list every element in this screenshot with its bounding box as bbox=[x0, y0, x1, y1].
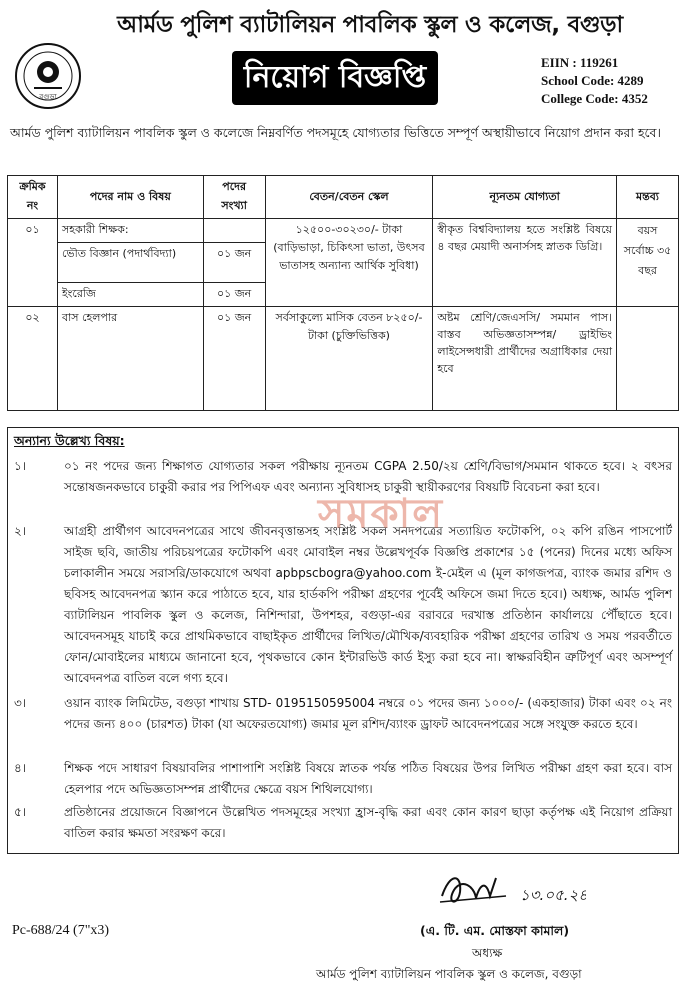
signature-mark bbox=[436, 866, 586, 916]
note-text: ০১ নং পদের জন্য শিক্ষাগত যোগ্যতার সকল পরীক্ষায় ন্যূনতম CGPA 2.50/২য় শ্রেণি/বিভাগ/সমমান থাকতে হবে। ২ বৎসর সন্তোষজনকভাবে চাকুরী করার পর পিপিএফ এবং অন্যান্য সুবিধাসহ চাকুরী স্থায়ীকরণের বিষয়টি বিবেচনা করা হবে। bbox=[64, 459, 672, 494]
col-header-remarks: মন্তব্য bbox=[617, 176, 679, 219]
signature-date: ১৩.০৫.২৪ bbox=[520, 886, 586, 904]
note-number: ৫। bbox=[14, 805, 27, 819]
note-item bbox=[12, 693, 672, 735]
note-number: ৩। bbox=[14, 696, 27, 710]
col-header-salary: বেতন/বেতন স্কেল bbox=[265, 176, 433, 219]
post-name-cell: বাস হেলপার bbox=[57, 307, 203, 411]
college-code: College Code: 4352 bbox=[541, 91, 648, 106]
vacancy-table bbox=[7, 175, 679, 411]
note-number: ৪। bbox=[14, 761, 27, 775]
post-group-cell: সহকারী শিক্ষক: bbox=[57, 219, 203, 243]
serial-cell: ০১ bbox=[8, 219, 58, 307]
table-row bbox=[8, 219, 679, 243]
seal-label: বগুড়া bbox=[39, 93, 57, 101]
institution-codes bbox=[541, 54, 648, 108]
signatory-title: অধ্যক্ষ bbox=[472, 946, 503, 960]
remarks-cell bbox=[617, 307, 679, 411]
institution-name: আর্মড পুলিশ ব্যাটালিয়ন পাবলিক স্কুল ও কলেজ, বগুড়া bbox=[117, 12, 623, 38]
post-name-cell: ভৌত বিজ্ঞান (পদার্থবিদ্যা) bbox=[57, 243, 203, 283]
note-number: ১। bbox=[14, 459, 27, 473]
count-cell: ০১ জন bbox=[203, 243, 265, 283]
newspaper-watermark: সমকাল bbox=[318, 491, 445, 537]
salary-cell: ১২৫০০-৩০২৩০/- টাকা (বাড়িভাড়া, চিকিৎসা ভাতা, উৎসব ভাতাসহ অন্যান্য আর্থিক সুবিধা) bbox=[265, 219, 433, 307]
qualification-cell: অষ্টম শ্রেণি/জেএসসি/ সমমান পাস। বাস্তব অভিজ্ঞতাসম্পন্ন/ ড্রাইভিং লাইসেন্সধারী প্রার্থীদের অগ্রাধিকার দেয়া হবে bbox=[433, 307, 617, 411]
institution-seal-icon bbox=[14, 42, 82, 110]
qualification-cell: স্বীকৃত বিশ্ববিদ্যালয় হতে সংশ্লিষ্ট বিষয়ে ৪ বছর মেয়াদী অনার্সসহ স্নাতক ডিগ্রি। bbox=[433, 219, 617, 307]
remarks-cell: বয়স সর্বোচ্চ ৩৫ বছর bbox=[617, 219, 679, 307]
school-code: School Code: 4289 bbox=[541, 73, 644, 88]
note-text: আগ্রহী প্রার্থীগণ আবেদনপত্রের সাথে জীবনবৃত্তান্তসহ সংশ্লিষ্ট সকল সনদপত্রের সত্যায়িত ফটোকপি, ০২ কপি রঙিন পাসপোর্ট সাইজ ছবি, জাতীয় পরিচয়পত্রের ফটোকপি এবং মোবাইল নম্বর উল্লেখপূর্বক বিজ্ঞপ্তি প্রকাশের ১৫ (পনের) দিনের মধ্যে অফিস চলাকালীন সময়ে সরাসরি/ডাকযোগে অথবা apbpscbogra@yahoo.com ই-মেইল এ (মূল কাগজপত্র, ব্যাংক জমার রশিদ ও ছবিসহ আবেদনপত্র স্ক্যান করে পাঠাতে হবে, যার হার্ডকপি পরীক্ষা গ্রহণের পূর্বেই অফিসে জমা দিতে হবে।) অধ্যক্ষ, আর্মড পুলিশ ব্যাটালিয়ন পাবলিক স্কুল ও কলেজ, নিশিন্দারা, উপশহর, বগুড়া-এর বরাবরে দরখাস্ত প্রতিষ্ঠান কার্যালয়ে পৌঁছাতে হবে। আবেদনসমূহ যাচাই করে প্রাথমিকভাবে বাছাইকৃত প্রার্থীদের লিখিত/মৌখিক/ব্যবহারিক পরীক্ষা গ্রহণের তারিখ ও সময় পরবর্তীতে ফোন/মোবাইলের মাধ্যমে জানানো হবে, পৃথকভাবে কোন ইন্টারভিউ কার্ড ইস্যু করা হবে না। স্বাক্ষরবিহীন ত্রুটিপূর্ণ এবং অসম্পূর্ণ আবেদনপত্র বাতিল বলে গণ্য হবে। bbox=[64, 524, 672, 685]
note-text: ওয়ান ব্যাংক লিমিটেড, বগুড়া শাখায় STD- 0195150595004 নম্বরে ০১ পদের জন্য ১০০০/- (একহাজার) টাকা এবং ০২ নং পদের জন্য ৪০০ (চারশত) টাকা (যা অফেরতযোগ্য) জমার মূল রশিদ/ব্যাংক ড্রাফট আবেদনপত্রের সঙ্গে সংযুক্ত করতে হবে। bbox=[64, 696, 672, 731]
salary-cell: সর্বসাকুল্যে মাসিক বেতন ৮২৫০/- টাকা (চুক্তিভিত্তিক) bbox=[265, 307, 433, 411]
signatory-institution: আর্মড পুলিশ ব্যাটালিয়ন পাবলিক স্কুল ও কলেজ, বগুড়া bbox=[316, 967, 582, 981]
signatory-name: (এ. টি. এম. মোস্তফা কামাল) bbox=[420, 923, 570, 938]
note-text: শিক্ষক পদে সাধারণ বিষয়াবলির পাশাপাশি সংশ্লিষ্ট বিষয়ে স্নাতক পর্যন্ত পঠিত বিষয়ের উপর লিখিত পরীক্ষা গ্রহণ করা হবে। বাস হেলপার পদে অভিজ্ঞতাসম্পন্ন প্রার্থীদের ক্ষেত্রে বয়স শিথিলযোগ্য। bbox=[64, 761, 672, 796]
count-cell bbox=[203, 219, 265, 243]
eiin-code: EIIN : 119261 bbox=[541, 55, 619, 70]
publication-reference: Pc-688/24 (7"x3) bbox=[12, 923, 110, 938]
count-cell: ০১ জন bbox=[203, 283, 265, 307]
col-header-count: পদের সংখ্যা bbox=[203, 176, 265, 219]
intro-paragraph: আর্মড পুলিশ ব্যাটালিয়ন পাবলিক স্কুল ও কলেজে নিম্নবর্ণিত পদসমূহে যোগ্যতার ভিত্তিতে সম্পূর্ণ অস্থায়ীভাবে নিয়োগ প্রদান করা হবে। bbox=[10, 125, 661, 140]
col-header-post: পদের নাম ও বিষয় bbox=[57, 176, 203, 219]
table-header-row bbox=[8, 176, 679, 219]
note-item bbox=[12, 758, 672, 800]
note-item bbox=[12, 802, 672, 844]
note-text: প্রতিষ্ঠানের প্রয়োজনে বিজ্ঞাপনে উল্লেখিত পদসমূহের সংখ্যা হ্রাস-বৃদ্ধি করা এবং কোন কারণ ছাড়া কর্তৃপক্ষ এই নিয়োগ প্রক্রিয়া বাতিল করার ক্ষমতা সংরক্ষণ করে। bbox=[64, 805, 672, 840]
notice-title: নিয়োগ বিজ্ঞপ্তি bbox=[232, 51, 438, 105]
col-header-qualification: ন্যূনতম যোগ্যতা bbox=[433, 176, 617, 219]
col-header-serial: ক্রমিক নং bbox=[8, 176, 58, 219]
notes-title: অন্যান্য উল্লেখ্য বিষয়: bbox=[14, 433, 125, 448]
note-number: ২। bbox=[14, 524, 27, 538]
table-row bbox=[8, 307, 679, 411]
serial-cell: ০২ bbox=[8, 307, 58, 411]
post-name-cell: ইংরেজি bbox=[57, 283, 203, 307]
count-cell: ০১ জন bbox=[203, 307, 265, 411]
